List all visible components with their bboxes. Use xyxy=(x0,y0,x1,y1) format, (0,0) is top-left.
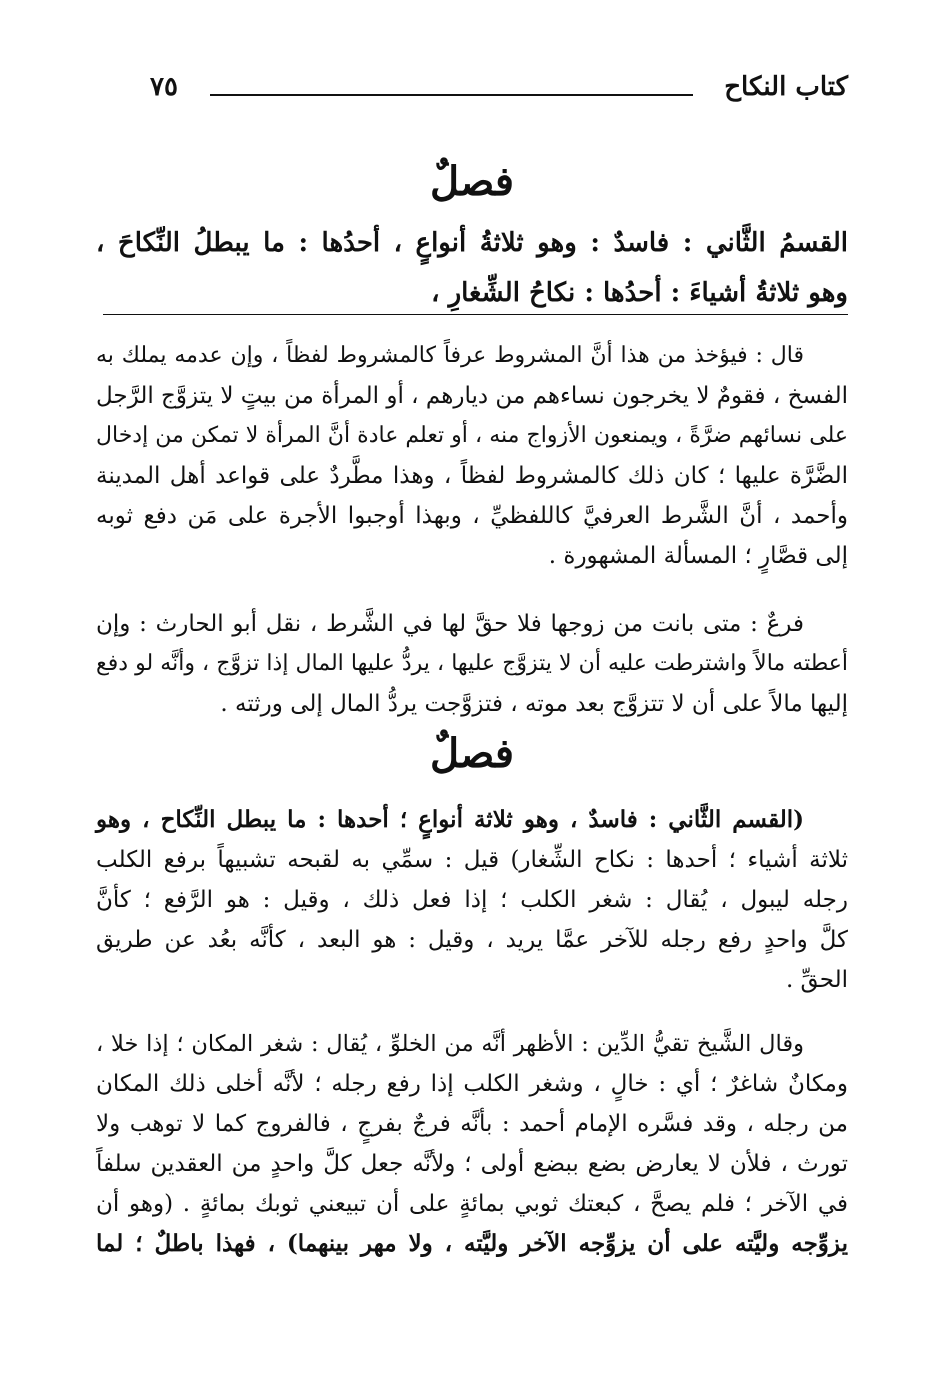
matn-underline xyxy=(103,314,848,315)
text-line: كلَّ واحدٍ رفع رجله للآخر عمَّا يريد ، وقيل : هو البعد ، كأنَّه بعُد عن طريق xyxy=(96,927,848,953)
header-rule xyxy=(210,94,693,96)
paragraph-1 xyxy=(96,336,848,576)
section-heading-2: فصلٌ xyxy=(429,730,515,777)
paragraph-3 xyxy=(96,800,848,1000)
paragraph-2 xyxy=(96,604,848,724)
page-number: ٧٥ xyxy=(150,72,178,102)
book-title: كتاب النكاح xyxy=(724,72,848,102)
text-line: في الآخر ؛ فلم يصحَّ ، كبعتك ثوبي بمائةٍ على أن تبيعني ثوبك بمائةٍ . (وهو أن xyxy=(96,1191,848,1217)
text-line: على نسائهم ضرَّةً ، ويمنعون الأزواج منه ، أو تعلم عادة أنَّ المرأة لا تمكن من إدخال xyxy=(96,423,848,448)
matn-block xyxy=(96,218,848,318)
text-line: الحقِّ . xyxy=(785,967,848,993)
text-line: تورث ، فلأن لا يعارض بضع ببضع أولى ؛ ولأنَّه جعل كلَّ واحدٍ من العقدين سلفاً xyxy=(96,1151,848,1177)
running-header xyxy=(150,72,848,112)
text-line: وأحمد ، أنَّ الشَّرط العرفيَّ كاللفظيِّ ، وبهذا أوجبوا الأجرة على مَن دفع ثوبه xyxy=(96,503,848,529)
text-line: الفسخ ، فقومٌ لا يخرجون نساءهم من ديارهم ، أو المرأة من بيتٍ لا يتزوَّج الرَّجل xyxy=(96,383,849,409)
text-line: يزوِّجه وليَّته على أن يزوِّجه الآخر وليَّته ، ولا مهر بينهما) ، فهذا باطلٌ ؛ لما xyxy=(96,1230,848,1257)
matn-line: القسمُ الثَّاني : فاسدٌ : وهو ثلاثةُ أنواعٍ ، أحدُها : ما يبطلُ النِّكاحَ ، xyxy=(96,228,848,258)
text-line: أعطته مالاً واشترطت عليه أن لا يتزوَّج عليها ، يردُّ عليها المال إذا تزوَّج ، وأنَّه لو دفع xyxy=(96,651,848,676)
text-line: رجله ليبول ، يُقال : شغر الكلب ؛ إذا فعل ذلك ، وقيل : هو الرَّفع ؛ كأنَّ xyxy=(96,887,848,913)
text-line: إليها مالاً على أن لا تتزوَّج بعد موته ، فتزوَّجت يردُّ المال إلى ورثته . xyxy=(220,691,848,717)
text-line: فرعٌ : متى بانت من زوجها فلا حقَّ لها في الشَّرط ، نقل أبو الحارث : وإن xyxy=(96,611,804,637)
matn-line: وهو ثلاثةُ أشياءَ : أحدُها : نكاحُ الشِّغارِ ، xyxy=(431,278,848,308)
text-line: قال : فيؤخذ من هذا أنَّ المشروط عرفاً كالمشروط لفظاً ، وإن عدمه يملك به xyxy=(96,343,804,368)
text-line: إلى قصَّارٍ ؛ المسألة المشهورة . xyxy=(548,543,848,569)
text-line: وقال الشَّيخ تقيُّ الدِّين : الأظهر أنَّه من الخلوِّ ، يُقال : شغر المكان ؛ إذا خلا ، xyxy=(96,1031,804,1057)
text-line: الضَّرَّة عليها ؛ كان ذلك كالمشروط لفظاً ، وهذا مطَّردٌ على قواعد أهل المدينة xyxy=(96,463,848,489)
paragraph-4 xyxy=(96,1024,848,1264)
text-line: (القسم الثَّاني : فاسدٌ ، وهو ثلاثة أنواعٍ ؛ أحدها : ما يبطل النِّكاح ، وهو xyxy=(96,806,804,833)
text-line: من رجله ، وقد فسَّره الإمام أحمد : بأنَّه فرجٌ بفرجٍ ، فالفروج كما لا توهب ولا xyxy=(96,1111,848,1137)
section-heading-1: فصلٌ xyxy=(429,158,515,205)
text-line: ثلاثة أشياء ؛ أحدها : نكاح الشِّغار) قيل : سمِّي به لقبحه تشبيهاً برفع الكلب xyxy=(96,847,848,873)
text-line: ومكانٌ شاغرٌ ؛ أي : خالٍ ، وشغر الكلب إذا رفع رجله ؛ لأنَّه أخلى ذلك المكان xyxy=(96,1071,848,1097)
